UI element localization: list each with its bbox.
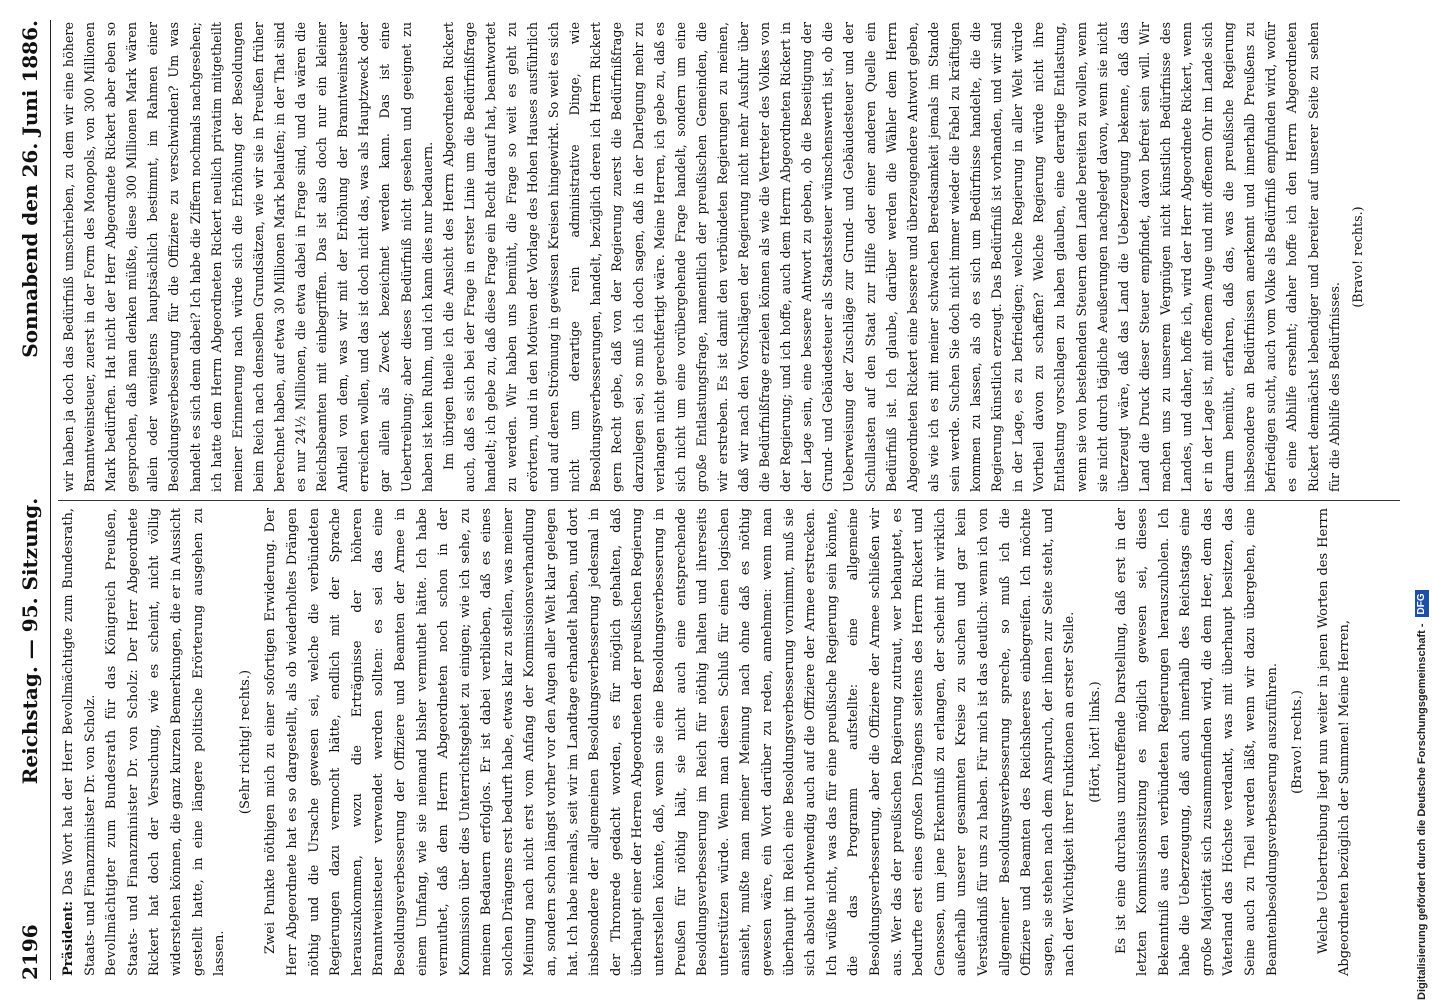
paragraph: Zwei Punkte nöthigen mich zu einer sofortigen Erwiderung. Der Herr Abgeordnete hat es so dargestellt, als ob wiederholtes Drängen nöthig und die Ursache gewesen sei, welche die verbündeten Regierungen dazu vermocht hätte, endlich mit der Sprache herauszukommen, wozu die Erträgnisse der höheren Branntweinsteuer verwendet werden sollten: es sei das eine Besoldungsverbesserung der Offiziere und Beamten der Armee in einem Umfang, wie sie niemand bisher vermuthet hätte. Ich habe vermuthet, daß dem Herrn Abgeordneten noch schon in der Kommission über dies Unterrichtsgebiet zu einigen; wie ich sehe, zu meinem Bedauern erfolglos. Er ist dabei verblieben, daß es eines solchen Drängens erst bedurft habe, etwas klar zu stellen, was meiner Meinung nach nicht erst vom Anfang der Kommissionsverhandlung an, sondern schon längst vorher vor den Augen aller Welt klar gelegen hat. Ich habe niemals, seit wir im Landtage erhandelt haben, und dort insbesondere der allgemeinen Besoldungsverbesserung jedesmal in der Thronrede gedacht worden, es für möglich gehalten, daß überhaupt einer der Herren Abgeordneten der preußischen Regierung unterstellen könnte, daß, wenn sie eine Besoldungsverbesserung in Preußen für nöthig hält, sie nicht auch eine entsprechende Besoldungsverbesserung im Reich für nöthig halten und ihrerseits unterstützen würde. Wenn man diesen Schluß für einen logischen ansieht, mußte man meiner Meinung nach ohne daß es nöthig gewesen wäre, ein Wort darüber zu reden, annehmen: wenn man überhaupt im Reich eine Besoldungsverbesserung vornimmt, muß sie sich absolut nothwendig auch auf die Offiziere der Armee erstrecken. Ich wüßte nicht, was das für eine preußische Regierung sein könnte, die das Programm aufstellte: eine allgemeine Besoldungsverbesserung, aber die Offiziere der Armee schließen wir aus. Wer das der preußischen Regierung zutraut, wer behauptet, es bedurfte erst eines großen Drängens seitens des Herrn Rickert und Genossen, um jene Erkenntniß zu erlangen, der scheint mir wirklich außerhalb unserer gesammten Kreise zu suchen und gar kein Verständniß für uns zu haben. Für mich ist das deutlich: wenn ich von allgemeiner Besoldungsverbesserung spreche, so muß ich die Offiziere und Beamten des Reichsheeres einbegreifen. Ich möchte sagen, sie stehen nach dem Anspruch, der ihnen zur Seite steht, und nach der Wichtigkeit ihrer Funktionen an erster Stelle. bbox=[263, 508, 1078, 976]
speaker-label: Präsident: bbox=[61, 901, 76, 976]
paragraph: Im übrigen theile ich die Ansicht des Herrn Abgeordneten Rickert auch, daß es sich bei der Frage in erster Linie um die Bedürfnißfrage handelt; ich gebe zu, daß diese Frage ein Recht darauf hat, beantwortet zu werden. Wir haben uns bemüht, die Frage so weit es geht zu erörtern, und in den Motiven der Vorlage des Hohen Hauses ausführlich und auf deren Strömung in gewissen Kreisen hingewirkt. So weit es sich nicht um derartige rein administrative Dinge, wie Besoldungsverbesserungen, handelt, bezüglich deren ich Herrn Rickert gern Recht gebe, daß von der Regierung zuerst die Bedürfnißfrage darzulegen sei, so muß ich doch sagen, daß in der Darlegung mehr zu verlangen nicht gerechtfertigt wäre. Meine Herren, ich gebe zu, daß es sich nicht um eine vorübergehende Frage handelt, sondern um eine große Entlastungsfrage, namentlich der preußischen Gemeinden, die wir erstreben. Es ist damit den verbündeten Regierungen zu meinen, daß wir nach den Vorschlägen der Regierung nicht mehr Ausfuhr über die Bedürfnißfrage erzielen können als wie die Vertreter des Volkes von der Regierung; und ich hoffe, auch dem Herrn Abgeordneten Rickert in der Lage sein, eine bessere Antwort zu geben, ob die Beseitigung der Grund- und Gebäudesteuer als Staatssteuer wünschenswerth ist, ob die Ueberweisung der Zuschläge zur Grund- und Gebäudesteuer und der Schullasten auf den Staat zur Hilfe oder einer anderen Quelle ein Bedürfniß ist. Ich glaube, darüber werden die Wähler dem Herrn Abgeordneten Rickert eine bessere und überzeugendere Antwort geben, als wie ich es mit meiner schwachen Beredsamkeit jemals im Stande sein werde. Suchen Sie doch nicht immer wieder die Fabel zu kräftigen kommen zu lassen, als ob es sich um Bedürfnisse handelte, die die Regierung künstlich erzeugt. Das Bedürfniß ist vorhanden, und wir sind in der Lage, es zu befriedigen; welche Regierung in aller Welt würde Vortheil davon zu schaffen? Welche Regierung würde nicht ihre Entlastung vorschlagen zu haben glauben, eine derartige Entlastung, wenn sie von bestehenden Steuern dem Lande bereiten zu wollen, wenn sie nicht durch tägliche Aeußerungen nachgelegt davon, wenn sie nicht überzeugt wäre, daß das Land die Ueberzeugung bekenne, daß das Land die Druck dieser Steuer empfindet, davon befreit sein will. Wir machen uns zu unserem Vergnügen nicht künstlich Bedürfnisse des Landes, und daher, hoffe ich, wird der Herr Abgeordnete Rickert, wenn er in der Lage ist, mit offenem Auge und mit offenem Ohr im Lande sich darum bemüht, erfahren, daß das, was die preußische Regierung insbesondere an Bedürfnissen anerkennt und innerhalb Preußens zu befriedigen sucht, auch vom Volke als Bedürfniß empfunden wird, wofür es eine Abhilfe ersehnt; daher hoffe ich den Herrn Abgeordneten Rickert demnächst lebendiger und bereiter auf unserer Seite zu sehen für die Abhilfe des Bedürfnisses. bbox=[440, 22, 1342, 492]
running-head bbox=[10, 20, 51, 980]
paragraph-text: Der Herr Abgeordnete Rickert hat doch der Versuchung, wie es scheint, nicht völlig widerstehen können, die ganz kurzen Bemerkungen, die er in Aussicht gestellt hatte, in eine längere politische Erörterung ausgehen zu lassen. bbox=[125, 508, 228, 976]
paragraph bbox=[101, 508, 231, 976]
right-column bbox=[58, 22, 1400, 492]
paragraph bbox=[58, 508, 101, 976]
paragraph-text: Das Wort hat der Herr Bevollmächtigte zum Bundesrath, Staats- und Finanzminister Dr. von Scholz. bbox=[61, 508, 98, 976]
interjection: (Bravo! rechts.) bbox=[1349, 206, 1365, 308]
speaker-label: Bevollmächtigter zum Bundesrath für das Königreich Preußen, Staats- und Finanzminister Dr. von Scholz: bbox=[104, 508, 141, 976]
dfg-logo: DFG bbox=[1415, 590, 1429, 617]
session-title: Reichstag. — 95. Sitzung. bbox=[18, 497, 42, 785]
digitization-label: Digitalisierung gefördert durch die Deutsche Forschungsgemeinschaft - bbox=[1416, 623, 1428, 1000]
paragraph: wir haben ja doch das Bedürfniß umschrieben, zu dem wir eine höhere Branntweinsteuer, zuerst in der Form des Monopols, von 300 Millionen Mark bedürften. Hat nicht der Herr Abgeordnete Rickert aber eben so gesprochen, daß man denken müßte, diese 300 Millionen Mark wären allein oder wenigstens hauptsächlich bestimmt, im Rahmen einer Besoldungsverbesserung für die Offiziere zu verschwinden? Um was handelt es sich denn dabei? Ich habe die Ziffern nochmals nachgesehen; ich hatte dem Herrn Abgeordneten Rickert neulich privatim mitgetheilt meiner Erinnerung nach würde sich die Erhöhung der Besoldungen beim Reich nach denselben Grundsätzen, wie wir sie in Preußen früher berechnet haben, auf etwa 30 Millionen Mark belaufen; in der That sind es nur 24½ Millionen, die etwa dabei in Frage sind, und da wären die Reichsbeamten mit einbegriffen. Das ist also doch nur ein kleiner Antheil von dem, was wir mit der Erhöhung der Branntweinsteuer erreichen wollen, und das ist doch nicht das, was als Hauptzweck oder gar allein als Zweck bezeichnet werden kann. Das ist eine Uebertreibung; aber dieses Bedürfniß nicht gesehen und geeignet zu haben ist kein Ruhm, und ich kann dies nur bedauern. bbox=[61, 22, 435, 492]
interjection: (Bravo! rechts.) bbox=[1290, 690, 1306, 794]
left-column bbox=[58, 508, 1400, 976]
paragraph: Es ist eine durchaus unzutreffende Darstellung, daß erst in der letzten Kommissionssitzung es möglich gewesen sei, dieses Bekenntniß aus den verbündeten Regierungen herauszuholen. Ich habe die Ueberzeugung, daß auch innerhalb des Reichstags eine große Majorität sich zusammenfinden wird, die dem Heer, dem das Vaterland das Höchste verdankt, was mit überhaupt besitzen, das Seine auch zu Theil werden läßt, wenn wir dazu übergehen, eine Beamtenbesoldungsverbesserung auszuführen. bbox=[1113, 508, 1280, 976]
newspaper-page bbox=[0, 10, 1410, 990]
paragraph: Welche Uebertreibung liegt nun weiter in jenen Worten des Herrn Abgeordneten bezüglich der Summen! Meine Herren, bbox=[1315, 508, 1353, 976]
interjection: (Hört, hört! links.) bbox=[1087, 681, 1103, 803]
column-divider bbox=[58, 500, 1400, 501]
digitization-note bbox=[1412, 0, 1432, 1000]
session-date: Sonnabend den 26. Juni 1886. bbox=[18, 20, 42, 358]
page-number: 2196 bbox=[18, 924, 42, 980]
interjection: (Sehr richtig! rechts.) bbox=[237, 669, 253, 815]
